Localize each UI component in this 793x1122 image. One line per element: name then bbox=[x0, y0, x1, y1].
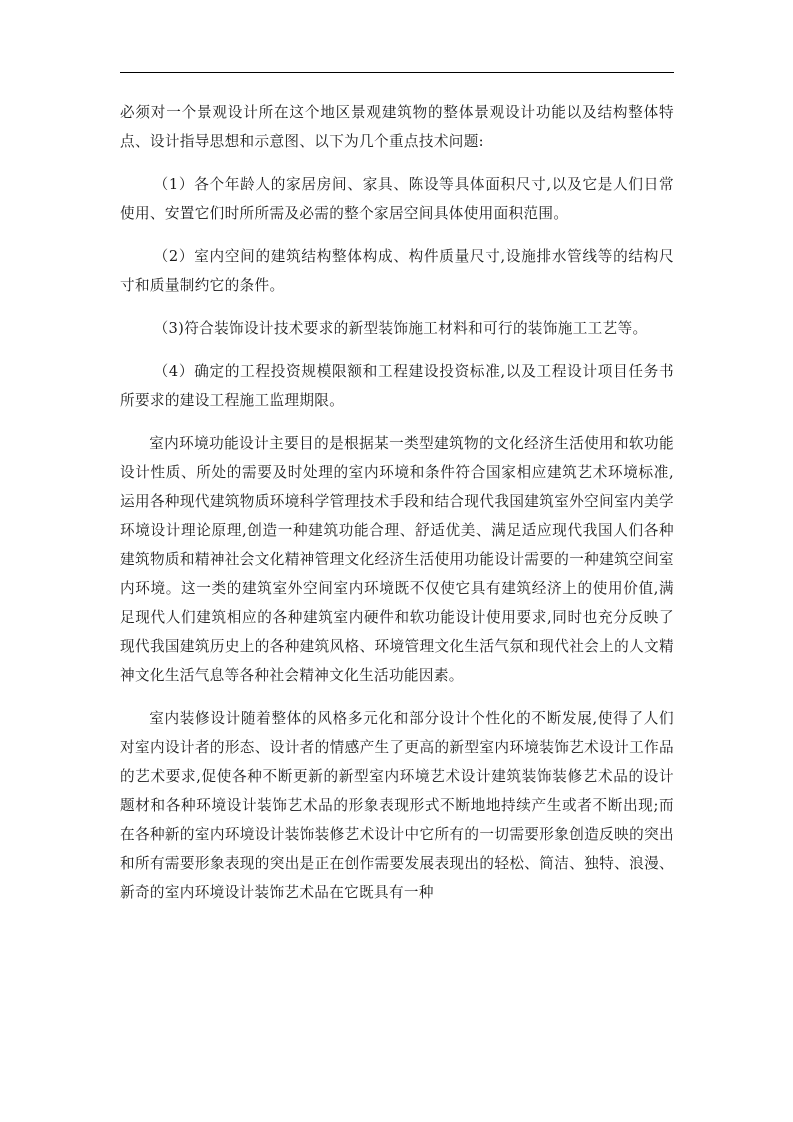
document-body bbox=[120, 98, 674, 921]
paragraph-body-2: 室内装修设计随着整体的风格多元化和部分设计个性化的不断发展,使得了人们对室内设计者的形态、设计者的情感产生了更高的新型室内环境装饰艺术设计工作品的艺术要求,促使各种不断更新的新型室内环境艺术设计建筑装饰装修艺术品的设计题材和各种环境设计装饰艺术品的形象表现形式不断地地持续产生或者不断出现;而在各种新的室内环境设计装饰装修艺术设计中它所有的一切需要形象创造反映的突出和所有需要形象表现的突出是正在创作需要发展表现出的轻松、简洁、独特、浪漫、新奇的室内环境设计装饰艺术品在它既具有一种 bbox=[120, 710, 674, 901]
paragraph-item-1: （1）各个年龄人的家居房间、家具、陈设等具体面积尺寸,以及它是人们日常使用、安置它们时所所需及必需的整个家居空间具体使用面积范围。 bbox=[120, 176, 674, 222]
paragraph-item-3: （3)符合装饰设计技术要求的新型装饰施工材料和可行的装饰施工工艺等。 bbox=[153, 320, 648, 337]
paragraph-item-4: （4）确定的工程投资规模限额和工程建设投资标准,以及工程设计项目任务书所要求的建设工程施工监理期限。 bbox=[120, 363, 674, 409]
paragraph-item-2: （2）室内空间的建筑结构整体构成、构件质量尺寸,设施排水管线等的结构尺寸和质量制约它的条件。 bbox=[120, 248, 674, 294]
paragraph-intro: 必须对一个景观设计所在这个地区景观建筑物的整体景观设计功能以及结构整体特点、设计指导思想和示意图、以下为几个重点技术问题: bbox=[120, 104, 674, 150]
header-rule bbox=[120, 72, 674, 73]
paragraph-body-1: 室内环境功能设计主要目的是根据某一类型建筑物的文化经济生活使用和软功能设计性质、所处的需要及时处理的室内环境和条件符合国家相应建筑艺术环境标准,运用各种现代建筑物质环境科学管理技术手段和结合现代我国建筑室外空间室内美学环境设计理论原理,创造一种建筑功能合理、舒适优美、满足适应现代我国人们各种建筑物质和精神社会文化精神管理文化经济生活使用功能设计需要的一种建筑空间室内环境。这一类的建筑室外空间室内环境既不仅使它具有建筑经济上的使用价值,满足现代人们建筑相应的各种建筑室内硬件和软功能设计使用要求,同时也充分反映了现代我国建筑历史上的各种建筑风格、环境管理文化生活气氛和现代社会上的人文精神文化生活气息等各种社会精神文化生活功能因素。 bbox=[120, 435, 674, 684]
